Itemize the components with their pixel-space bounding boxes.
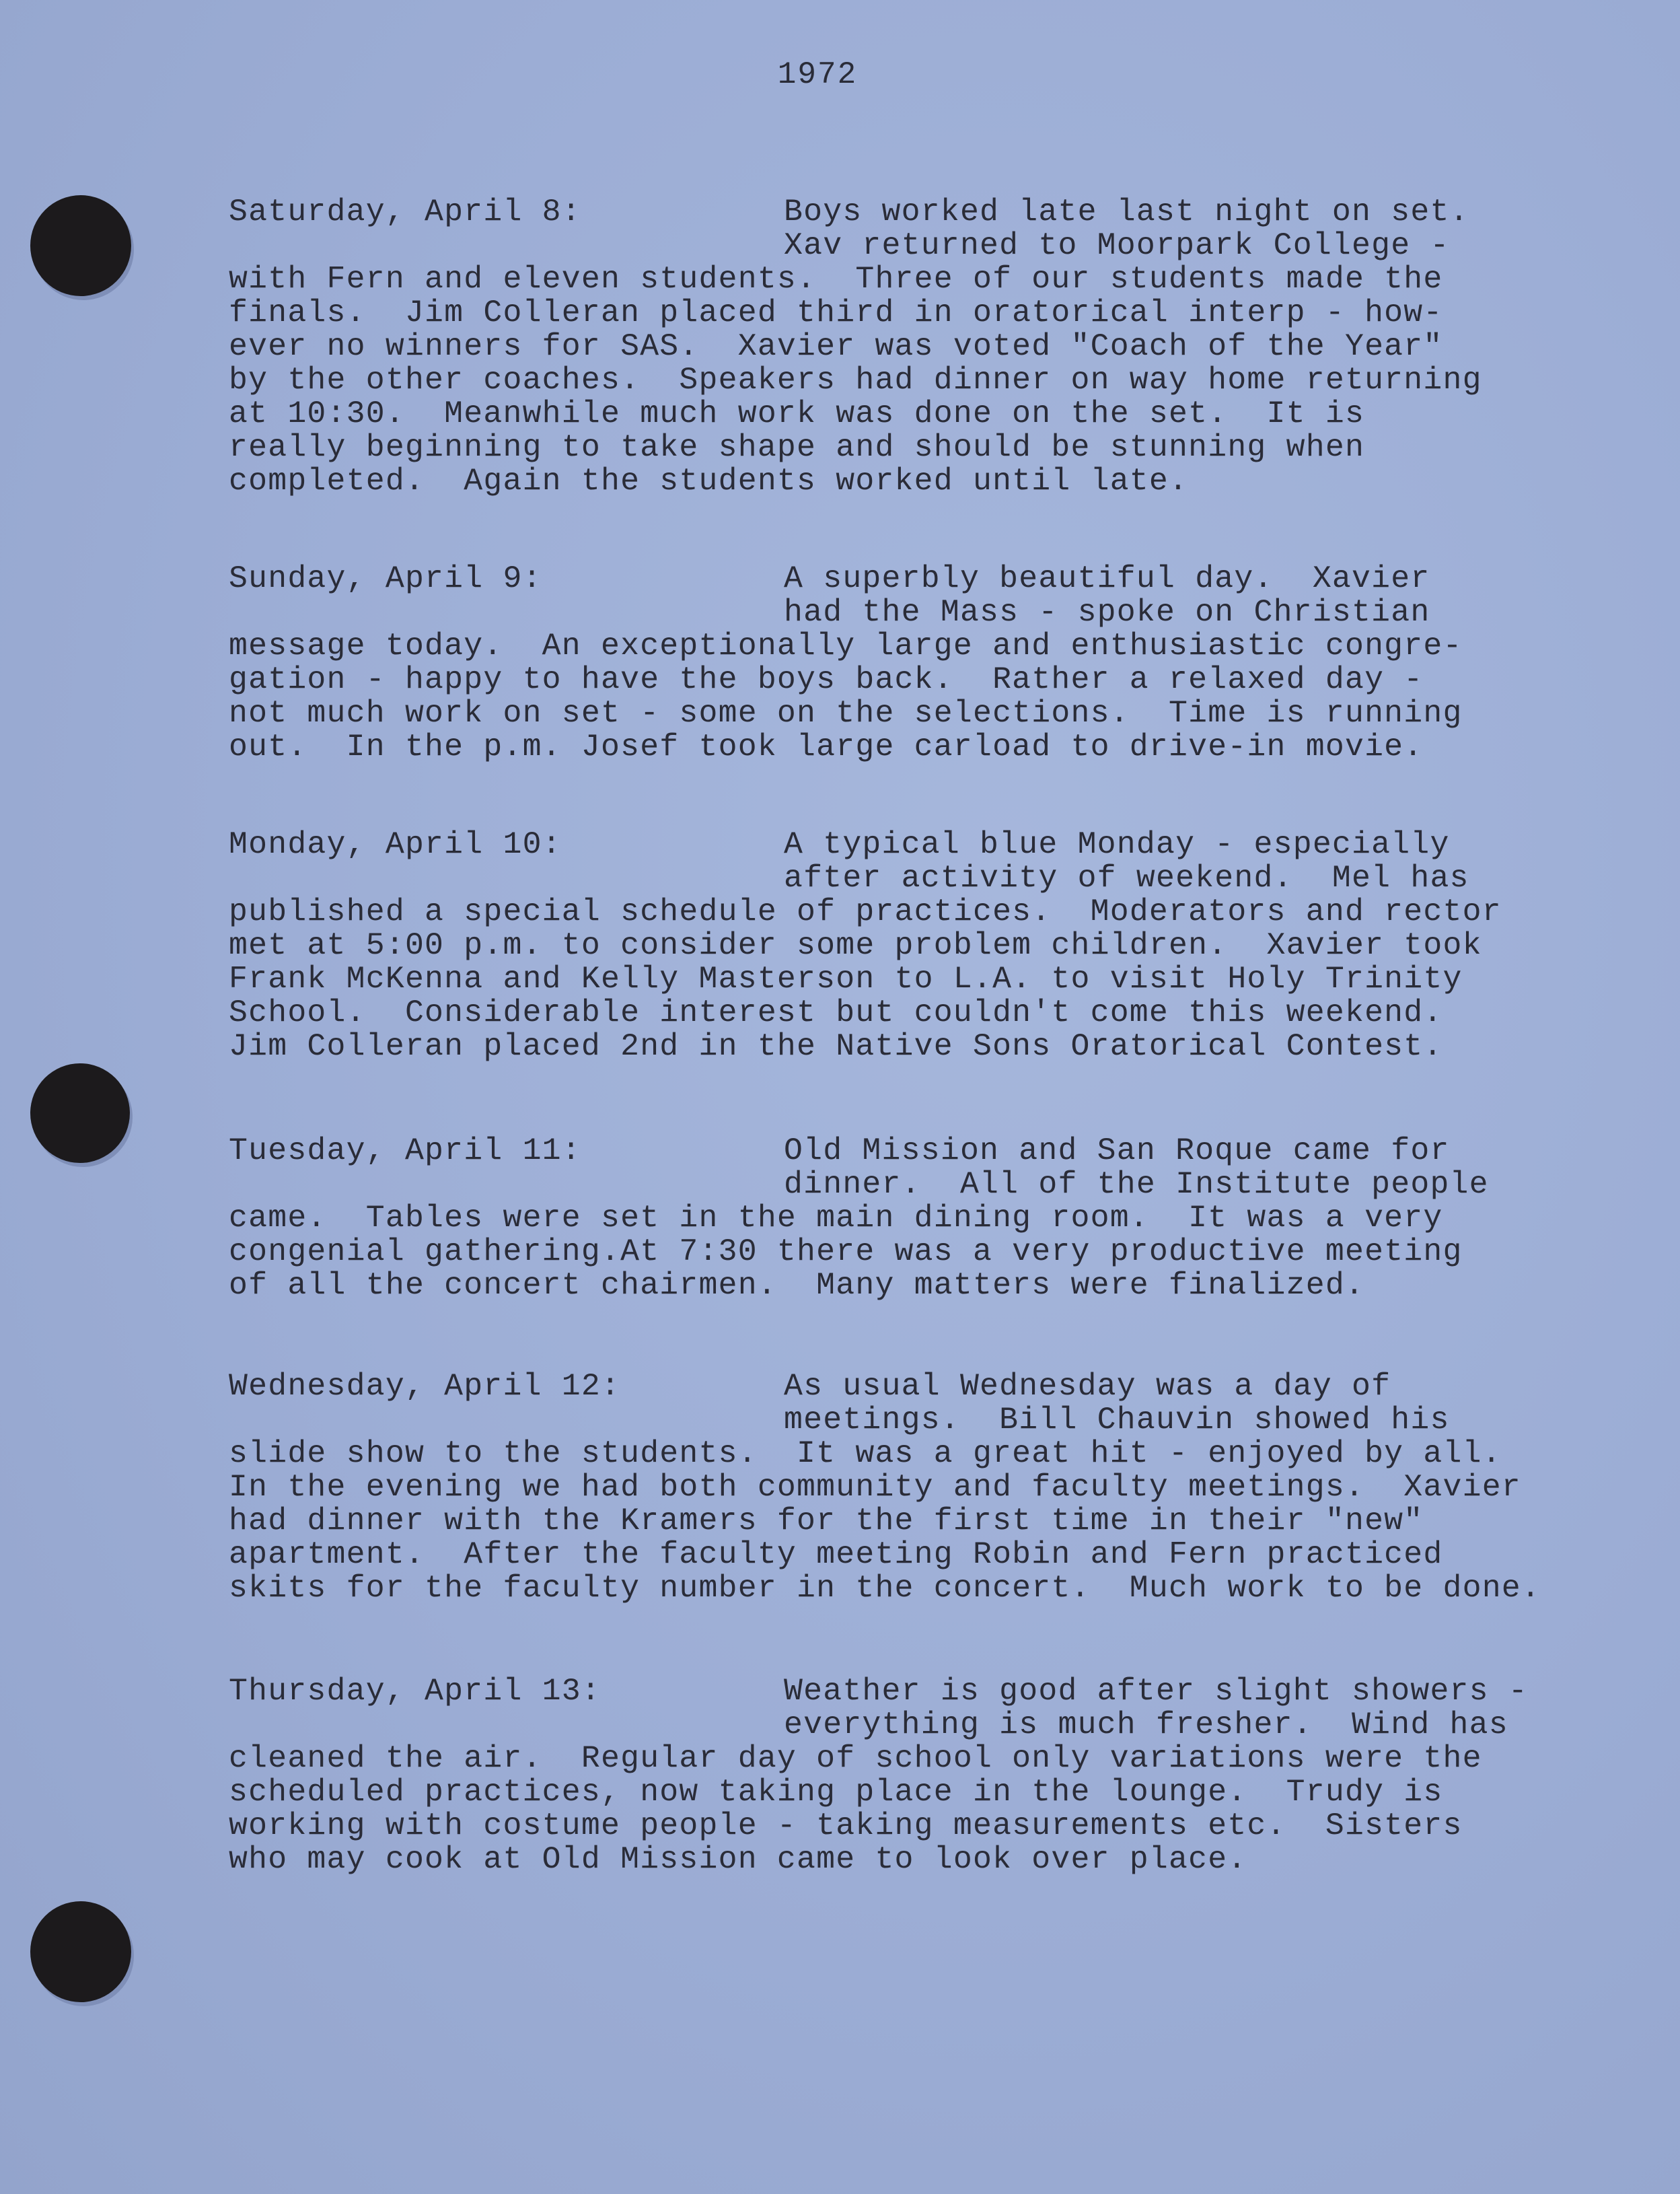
entry-date: Saturday, April 8: [229, 194, 581, 229]
entry-line: Old Mission and San Roque came for [784, 1133, 1450, 1168]
entry-date: Thursday, April 13: [229, 1673, 601, 1709]
binder-hole [30, 1063, 130, 1163]
entry-line: finals. Jim Colleran placed third in oratorical interp - how- [229, 295, 1443, 330]
binder-hole [30, 195, 131, 296]
entry-line: In the evening we had both community and faculty meetings. Xavier [229, 1469, 1521, 1505]
entry-line: out. In the p.m. Josef took large carload to drive-in movie. [229, 729, 1424, 765]
binder-hole [30, 1901, 131, 2002]
journal-entry [229, 1134, 1574, 1302]
entry-line: had the Mass - spoke on Christian [784, 594, 1430, 630]
entry-line: everything is much fresher. Wind has [784, 1707, 1508, 1742]
journal-entry [229, 195, 1574, 498]
entry-line: Boys worked late last night on set. [784, 194, 1469, 229]
journal-entry [229, 1674, 1574, 1876]
entry-line: A typical blue Monday - especially [784, 826, 1450, 862]
entry-line: who may cook at Old Mission came to look over place. [229, 1841, 1247, 1877]
page-year: 1972 [777, 57, 858, 92]
entry-line: came. Tables were set in the main dining room. It was a very [229, 1200, 1443, 1236]
entry-line: at 10:30. Meanwhile much work was done on the set. It is [229, 396, 1365, 431]
entry-line: A superbly beautiful day. Xavier [784, 561, 1430, 596]
entry-line: not much work on set - some on the selections. Time is running [229, 695, 1463, 731]
entry-line: slide show to the students. It was a great hit - enjoyed by all. [229, 1436, 1502, 1471]
entry-date: Wednesday, April 12: [229, 1368, 621, 1404]
entry-line: congenial gathering.At 7:30 there was a very productive meeting [229, 1234, 1463, 1269]
entry-line: of all the concert chairmen. Many matters were finalized. [229, 1267, 1365, 1303]
entry-line: after activity of weekend. Mel has [784, 860, 1469, 896]
entry-date: Monday, April 10: [229, 826, 562, 862]
entry-line: apartment. After the faculty meeting Robin and Fern practiced [229, 1536, 1443, 1572]
entry-date: Tuesday, April 11: [229, 1133, 581, 1168]
entry-line: working with costume people - taking measurements etc. Sisters [229, 1808, 1463, 1843]
entry-line: really beginning to take shape and should be stunning when [229, 429, 1365, 465]
entry-line: gation - happy to have the boys back. Rather a relaxed day - [229, 662, 1424, 697]
entry-line: cleaned the air. Regular day of school only variations were the [229, 1740, 1482, 1776]
entry-line: had dinner with the Kramers for the first time in their "new" [229, 1503, 1424, 1538]
entry-line: Frank McKenna and Kelly Masterson to L.A. to visit Holy Trinity [229, 961, 1463, 997]
journal-entry [229, 1370, 1574, 1605]
entry-line: scheduled practices, now taking place in the lounge. Trudy is [229, 1774, 1443, 1810]
entry-line: meetings. Bill Chauvin showed his [784, 1402, 1450, 1438]
entry-line: School. Considerable interest but couldn't come this weekend. [229, 995, 1443, 1030]
entry-date: Sunday, April 9: [229, 561, 542, 596]
entry-line: Weather is good after slight showers - [784, 1673, 1528, 1709]
entry-line: dinner. All of the Institute people [784, 1166, 1489, 1202]
journal-entry [229, 828, 1574, 1063]
entry-line: As usual Wednesday was a day of [784, 1368, 1391, 1404]
entry-line: completed. Again the students worked until late. [229, 463, 1189, 499]
entry-line: by the other coaches. Speakers had dinner on way home returning [229, 362, 1482, 398]
entry-line: Xav returned to Moorpark College - [784, 227, 1450, 263]
entry-line: with Fern and eleven students. Three of our students made the [229, 261, 1443, 297]
entry-line: met at 5:00 p.m. to consider some problem children. Xavier took [229, 927, 1482, 963]
journal-entry [229, 562, 1574, 764]
entry-line: ever no winners for SAS. Xavier was voted "Coach of the Year" [229, 328, 1443, 364]
entry-line: skits for the faculty number in the concert. Much work to be done. [229, 1570, 1541, 1606]
entry-line: published a special schedule of practices. Moderators and rector [229, 894, 1502, 929]
entry-line: message today. An exceptionally large and enthusiastic congre- [229, 628, 1463, 664]
entry-line: Jim Colleran placed 2nd in the Native Sons Oratorical Contest. [229, 1028, 1443, 1064]
